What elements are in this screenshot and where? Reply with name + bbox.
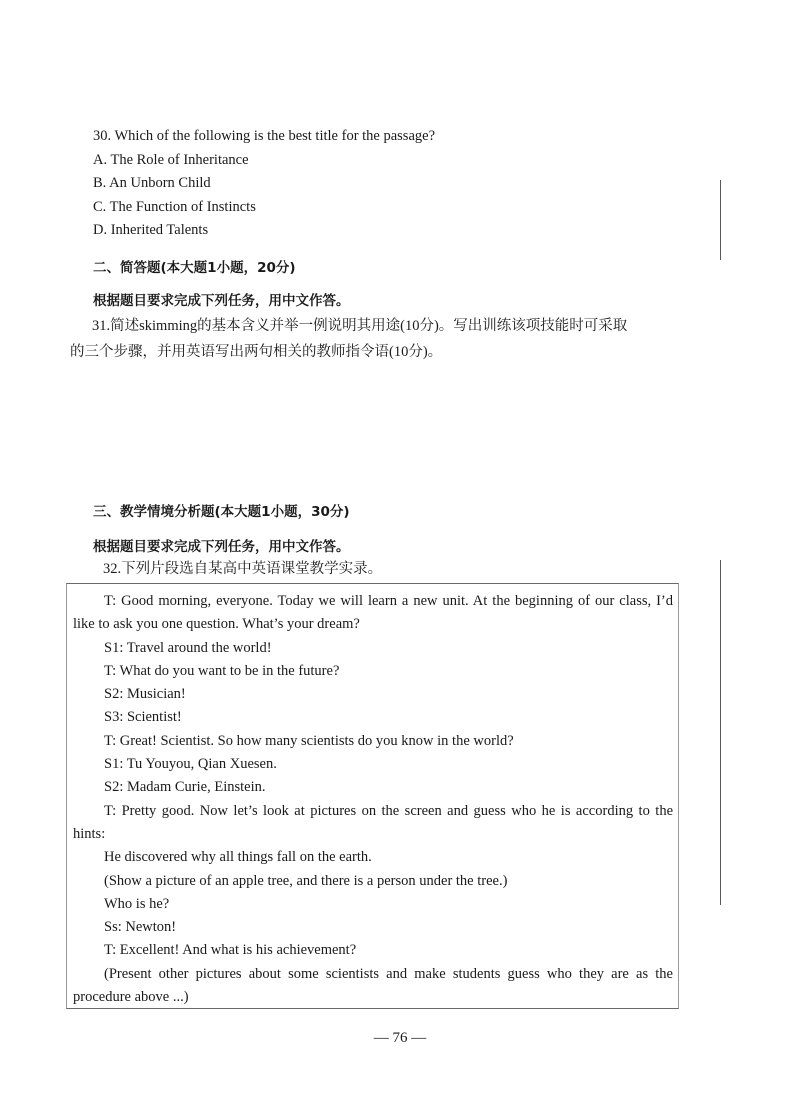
section-2-instruction: 根据题目要求完成下列任务，用中文作答。: [93, 293, 350, 309]
dialogue-line: Who is he?: [104, 895, 170, 912]
dialogue-line: (Show a picture of an apple tree, and there is a person under the tree.): [104, 872, 508, 889]
section-3-heading: 三、教学情境分析题(本大题1小题，30分): [93, 504, 350, 520]
dialogue-line: He discovered why all things fall on the earth.: [104, 849, 372, 866]
dialogue: [73, 590, 673, 1009]
dialogue-line: T: Good morning, everyone. Today we will learn a new unit. At the beginning of our class, I’d like to ask you one question. What’s your dream?: [73, 593, 673, 633]
dialogue-line: S1: Tu Youyou, Qian Xuesen.: [104, 756, 277, 773]
scan-artifact: [720, 180, 721, 260]
question-31-line-1: 31.简述skimming的基本含义并举一例说明其用途(10分)。写出训练该项技能时可采取: [92, 318, 628, 334]
question-30-stem: 30. Which of the following is the best title for the passage?: [93, 128, 436, 144]
dialogue-line: T: What do you want to be in the future?: [104, 662, 340, 679]
option-b: B. An Unborn Child: [93, 175, 211, 191]
option-a: A. The Role of Inheritance: [93, 151, 249, 168]
page-number: — 76 —: [373, 1030, 427, 1046]
section-2-heading: 二、简答题(本大题1小题，20分): [93, 260, 296, 276]
option-d: D. Inherited Talents: [93, 222, 209, 238]
dialogue-line: T: Pretty good. Now let’s look at pictures on the screen and guess who he is according to the hints:: [73, 802, 673, 842]
question-30: [93, 125, 693, 243]
dialogue-line: Ss: Newton!: [104, 919, 177, 936]
dialogue-line: T: Great! Scientist. So how many scientists do you know in the world?: [104, 732, 514, 749]
dialogue-line: T: Excellent! And what is his achievement?: [104, 942, 357, 959]
dialogue-line: S1: Travel around the world!: [104, 639, 272, 656]
dialogue-line: S3: Scientist!: [104, 709, 182, 726]
question-31: [70, 313, 695, 365]
option-c: C. The Function of Instincts: [93, 198, 256, 215]
scan-artifact: [720, 560, 721, 905]
section-3-instruction: 根据题目要求完成下列任务，用中文作答。: [93, 539, 350, 555]
dialogue-line: S2: Musician!: [104, 686, 186, 703]
question-32: 32.下列片段选自某高中英语课堂教学实录。: [103, 561, 383, 577]
dialogue-line: (Present other pictures about some scientists and make students guess who they are as the procedure above ...): [73, 965, 673, 1006]
classroom-transcript-box: [66, 583, 679, 1009]
dialogue-line: S2: Madam Curie, Einstein.: [104, 779, 266, 796]
question-31-line-2: 的三个步骤，并用英语写出两句相关的教师指令语(10分)。: [70, 344, 443, 360]
